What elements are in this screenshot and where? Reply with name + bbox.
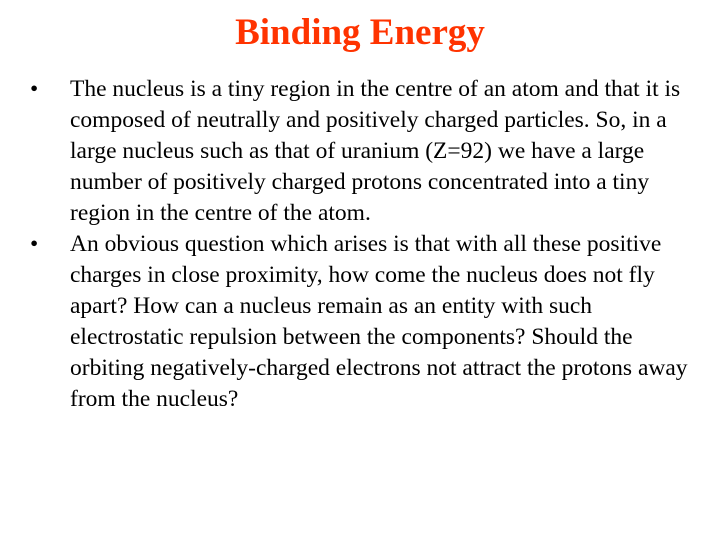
bullet-item — [30, 229, 700, 415]
bullet-list — [30, 74, 700, 415]
slide-title: Binding Energy — [235, 12, 485, 53]
bullet-text: An obvious question which arises is that with all these positive charges in close proximity, how come the nucleus does not fly apart? How can a nucleus remain as an entity with such electrostatic repulsion between the components? Should the orbiting negatively-charged electrons not attract the protons away from the nucleus? — [70, 231, 688, 412]
bullet-text: The nucleus is a tiny region in the centre of an atom and that it is composed of neutrally and positively charged particles. So, in a large nucleus such as that of uranium (Z=92) we have a large number of positively charged protons concentrated into a tiny region in the centre of the atom. — [70, 76, 681, 226]
bullet-point-icon: • — [30, 231, 39, 257]
bullet-item — [30, 74, 700, 229]
bullet-point-icon: • — [30, 76, 39, 102]
